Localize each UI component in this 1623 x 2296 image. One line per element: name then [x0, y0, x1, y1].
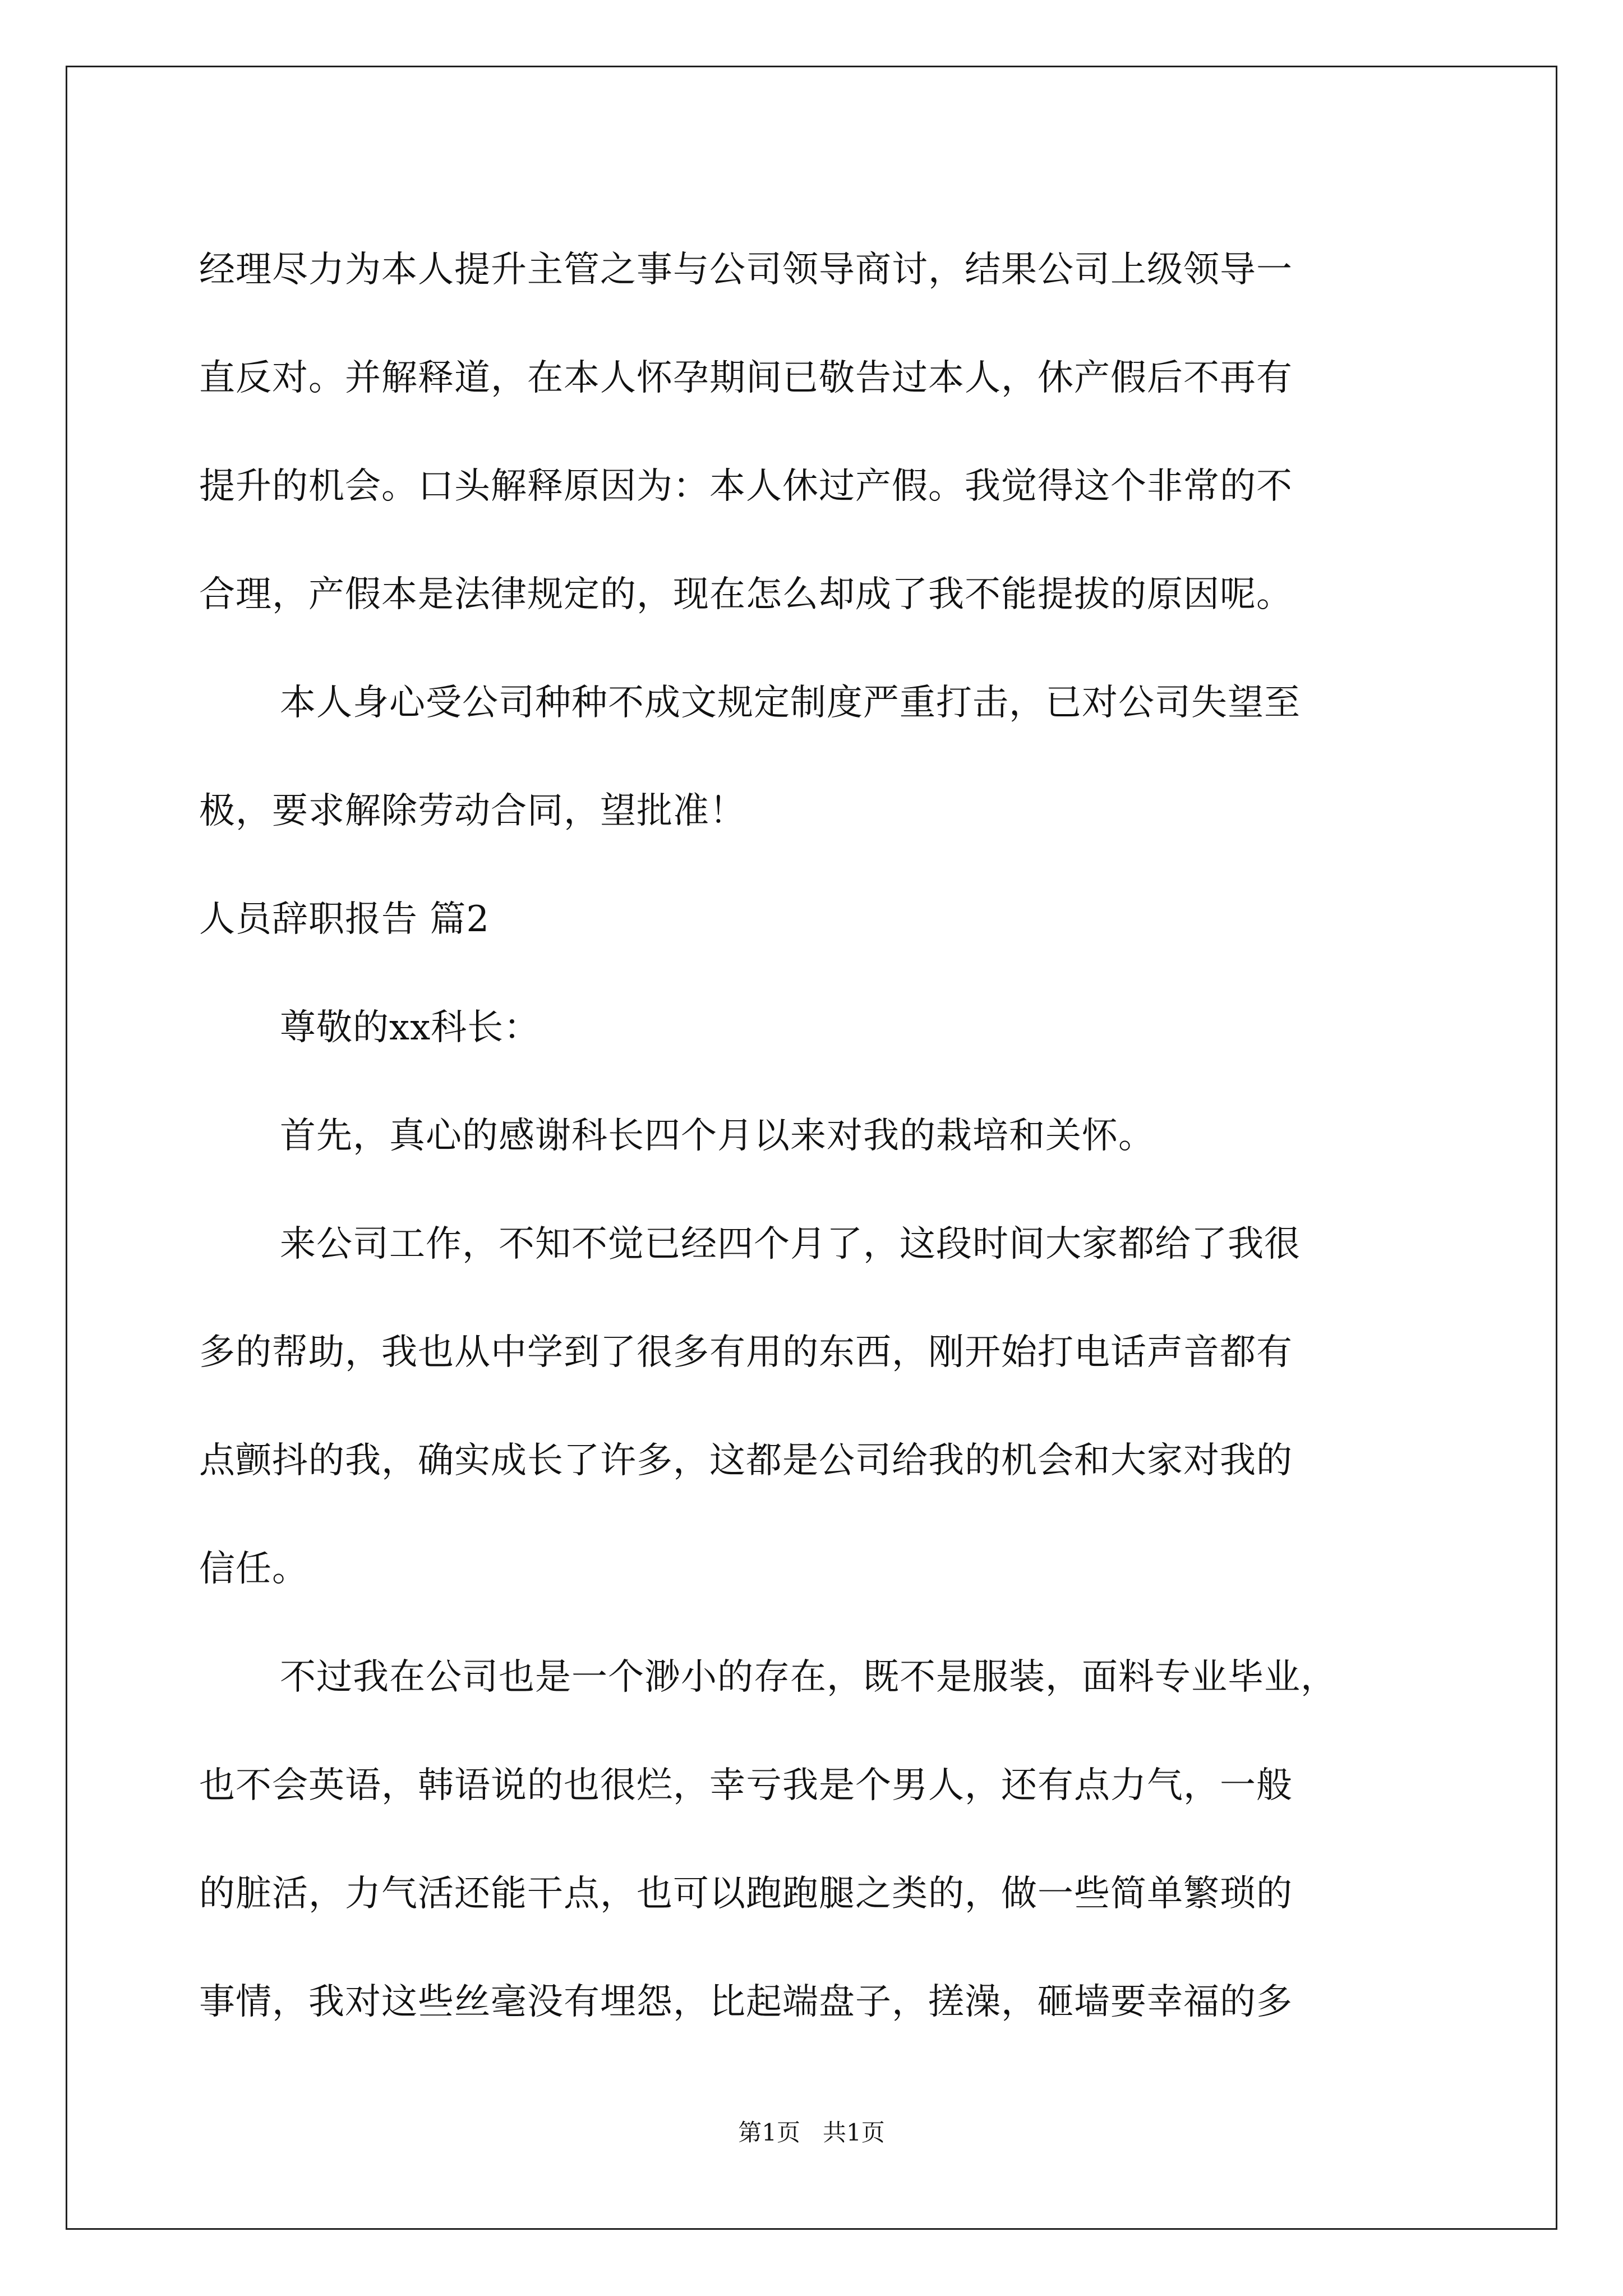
section-heading: 人员辞职报告 篇2 — [199, 899, 490, 940]
paragraph-line: 不过我在公司也是一个渺小的存在，既不是服装，面料专业毕业， — [280, 1657, 1337, 1698]
page-number-current: 第1页 — [738, 2119, 800, 2146]
paragraph-line: 首先，真心的感谢科长四个月以来对我的栽培和关怀。 — [280, 1115, 1155, 1157]
paragraph-line: 信任。 — [199, 1548, 308, 1590]
paragraph-line: 点颤抖的我，确实成长了许多，这都是公司给我的机会和大家对我的 — [199, 1440, 1293, 1481]
paragraph-line: 极，要求解除劳动合同，望批准！ — [199, 790, 746, 832]
salutation: 尊敬的xx科长： — [280, 1007, 541, 1048]
paragraph-line: 也不会英语，韩语说的也很烂，幸亏我是个男人，还有点力气，一般 — [199, 1765, 1293, 1806]
paragraph-line: 本人身心受公司种种不成文规定制度严重打击，已对公司失望至 — [280, 682, 1301, 724]
document-body — [199, 216, 1427, 2056]
paragraph-line: 合理，产假本是法律规定的，现在怎么却成了我不能提拔的原因呢。 — [199, 574, 1293, 615]
paragraph-line: 提升的机会。口头解释原因为：本人休过产假。我觉得这个非常的不 — [199, 466, 1293, 507]
paragraph-line: 来公司工作，不知不觉已经四个月了，这段时间大家都给了我很 — [280, 1223, 1301, 1265]
paragraph-line: 多的帮助，我也从中学到了很多有用的东西，刚开始打电话声音都有 — [199, 1332, 1293, 1373]
page-footer — [0, 2117, 1623, 2148]
paragraph-line: 的脏活，力气活还能干点，也可以跑跑腿之类的，做一些简单繁琐的 — [199, 1873, 1293, 1915]
page-number-total: 共1页 — [823, 2119, 885, 2146]
footer-gap — [800, 2119, 823, 2146]
paragraph-line: 直反对。并解释道，在本人怀孕期间已敬告过本人，休产假后不再有 — [199, 357, 1293, 399]
paragraph-line: 事情，我对这些丝毫没有埋怨，比起端盘子，搓澡，砸墙要幸福的多 — [199, 1981, 1293, 2023]
paragraph-line: 经理尽力为本人提升主管之事与公司领导商讨，结果公司上级领导一 — [199, 249, 1293, 291]
